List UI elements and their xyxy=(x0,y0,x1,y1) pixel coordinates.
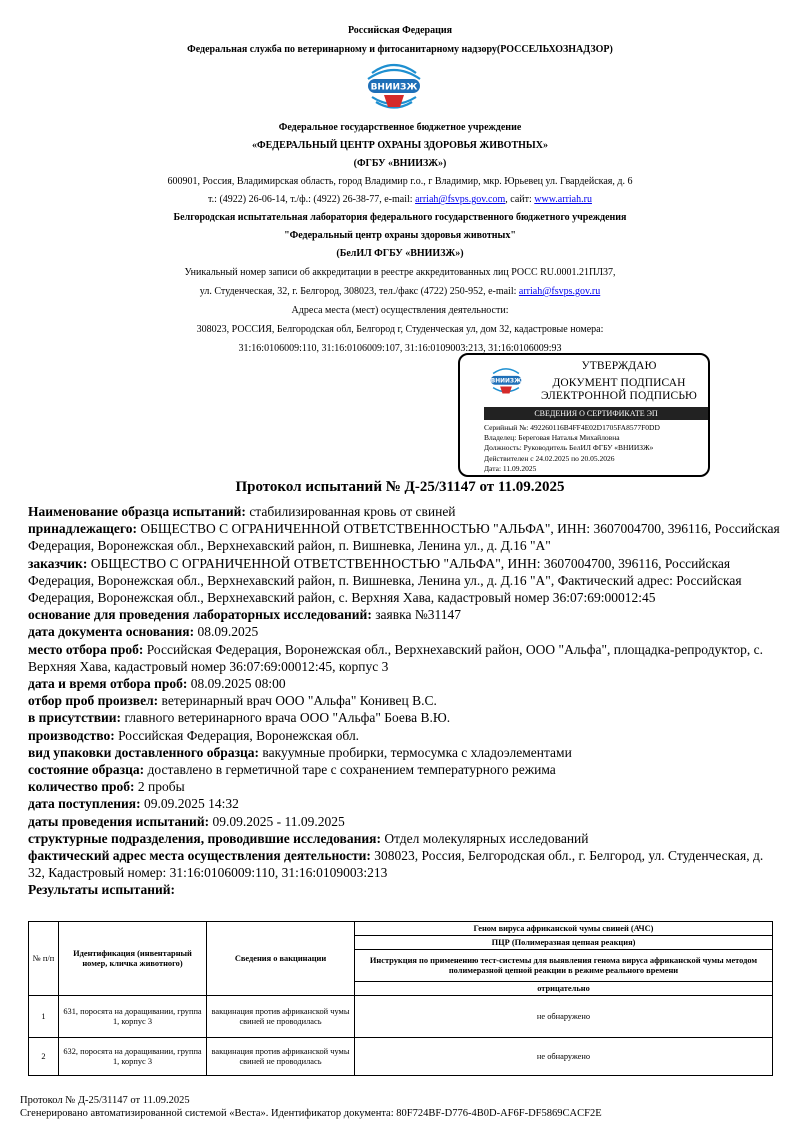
header-lab-name: Белгородская испытательная лаборатория федерального государственного бюджетного учреждения xyxy=(173,212,627,223)
field-label: количество проб: xyxy=(28,779,135,795)
footer-protocol: Протокол № Д-25/31147 от 11.09.2025 xyxy=(20,1095,190,1106)
field-label: в присутствии: xyxy=(28,710,122,726)
cell-number: 1 xyxy=(29,996,59,1038)
header-cadastral-numbers: 31:16:0106009:110, 31:16:0106009:107, 31:16:0109003:213, 31:16:0106009:93 xyxy=(238,343,562,354)
header-address: 600901, Россия, Владимирская область, город Владимир г.о., г Владимир, мкр. Юрьевец ул. Гвардейская, д. 6 xyxy=(167,176,633,187)
field-production xyxy=(28,727,780,744)
cell-ident: 632, поросята на доращивании, группа 1, корпус 3 xyxy=(59,1038,207,1076)
field-value: 08.09.2025 08:00 xyxy=(187,676,286,692)
field-actual-address xyxy=(28,847,780,881)
cell-result: не обнаружено xyxy=(355,996,773,1038)
field-sampling-place xyxy=(28,641,780,675)
field-label: производство: xyxy=(28,727,115,743)
field-test-dates xyxy=(28,813,780,830)
vniizh-logo xyxy=(362,55,426,113)
stamp-date: Дата: 11.09.2025 xyxy=(484,464,537,473)
header-activity-label: Адреса места (мест) осуществления деятельности: xyxy=(291,305,509,316)
field-basis xyxy=(28,606,780,623)
field-label: дата поступления: xyxy=(28,796,141,812)
cell-ident: 631, поросята на доращивании, группа 1, корпус 3 xyxy=(59,996,207,1038)
stamp-electronic: ЭЛЕКТРОННОЙ ПОДПИСЬЮ xyxy=(541,390,697,402)
results-table xyxy=(28,921,773,1076)
cell-result: не обнаружено xyxy=(355,1038,773,1076)
header-cell-instruction: Инструкция по применению тест-системы для выявления генома вируса африканской чумы методом полимеразной цепной реакции в режиме реального времени xyxy=(355,950,773,982)
field-label: состояние образца: xyxy=(28,762,145,778)
stamp-serial: Серийный №: 492260116B4FF4E02D1705FA8577F0DD xyxy=(484,423,660,432)
field-label: дата и время отбора проб: xyxy=(28,676,188,692)
field-label: принадлежащего: xyxy=(28,521,137,537)
header-phones: т.: (4922) 26-06-14, т./ф.: (4922) 26-38-77, e-mail: xyxy=(208,194,416,205)
header-cell-genome: Геном вируса африканской чумы свиней (АЧС) xyxy=(355,922,773,936)
field-label: даты проведения испытаний: xyxy=(28,813,210,829)
header-email-link[interactable]: arriah@fsvps.gov.com xyxy=(415,194,506,205)
field-label: вид упаковки доставленного образца: xyxy=(28,744,260,760)
field-label: место отбора проб: xyxy=(28,641,144,657)
field-label: заказчик: xyxy=(28,555,88,571)
header-lab-short: (БелИЛ ФГБУ «ВНИИЗЖ») xyxy=(336,248,464,259)
field-packaging xyxy=(28,744,780,761)
header-institution-type: Федеральное государственное бюджетное учреждение xyxy=(278,122,522,133)
header-site-link[interactable]: www.arriah.ru xyxy=(534,194,592,205)
field-label: фактический адрес места осуществления деятельности: xyxy=(28,848,371,864)
stamp-signed: ДОКУМЕНТ ПОДПИСАН xyxy=(552,377,686,389)
field-value: заявка №31147 xyxy=(371,607,461,623)
field-value: ОБЩЕСТВО С ОГРАНИЧЕННОЙ ОТВЕТСТВЕННОСТЬЮ "АЛЬФА", ИНН: 3607004700, 396116, Российская Федерация, Воронежская обл., Верхнехавский район, п. Вишневка, Ленина ул., д. Д.16 "А", Фактический адрес: Российская Федерация, Воронежская обл., Верхнехавский район, с. Верхняя Хава, кадастровый номер 36:07:69:00012:45 xyxy=(28,555,742,606)
field-label: дата документа основания: xyxy=(28,624,195,640)
field-label: структурные подразделения, проводившие исследования: xyxy=(28,830,381,846)
stamp-owner: Владелец: Береговая Наталья Михайловна xyxy=(484,433,620,442)
header-contacts xyxy=(0,193,800,206)
field-owner xyxy=(28,520,780,554)
stamp-position: Должность: Руководитель БелИЛ ФГБУ «ВНИИЗЖ» xyxy=(484,443,654,452)
field-label: основание для проведения лабораторных исследований: xyxy=(28,607,372,623)
protocol-fields xyxy=(28,503,780,899)
field-value: 08.09.2025 xyxy=(194,624,259,640)
header-cell-ident: Идентификация (инвентарный номер, кличка животного) xyxy=(59,922,207,996)
stamp-valid: Действителен с 24.02.2025 по 20.05.2026 xyxy=(484,454,615,463)
cell-vaccination: вакцинация против африканской чумы свиней не проводилась xyxy=(207,1038,355,1076)
stamp-cert-bar: СВЕДЕНИЯ О СЕРТИФИКАТЕ ЭП xyxy=(484,407,708,420)
results-heading xyxy=(28,881,780,898)
cell-vaccination: вакцинация против африканской чумы свиней не проводилась xyxy=(207,996,355,1038)
field-label: Наименование образца испытаний: xyxy=(28,504,246,519)
field-value: доставлено в герметичной таре с сохранением температурного режима xyxy=(144,762,556,778)
cell-number: 2 xyxy=(29,1038,59,1076)
table-row xyxy=(29,1038,773,1076)
field-sampler xyxy=(28,692,780,709)
header-cell-negative: отрицательно xyxy=(355,982,773,996)
header-lab-center: "Федеральный центр охраны здоровья животных" xyxy=(284,230,516,241)
field-department xyxy=(28,830,780,847)
field-sample-name xyxy=(28,503,780,520)
field-value: Отдел молекулярных исследований xyxy=(380,830,589,846)
field-value: вакуумные пробирки, термосумка с хладоэлементами xyxy=(259,744,572,760)
header-lab-contacts xyxy=(0,285,800,298)
header-cell-number: № п/п xyxy=(29,922,59,996)
field-receipt-date xyxy=(28,795,780,812)
header-institution-name: «ФЕДЕРАЛЬНЫЙ ЦЕНТР ОХРАНЫ ЗДОРОВЬЯ ЖИВОТНЫХ» xyxy=(252,140,548,151)
header-lab-address: ул. Студенческая, 32, г. Белгород, 308023, тел./факс (4722) 250-952, e-mail: xyxy=(199,286,519,297)
header-activity-address: 308023, РОССИЯ, Белгородская обл, Белгород г, Студенческая ул, дом 32, кадастровые номера: xyxy=(196,324,604,335)
table-header-row xyxy=(29,922,773,936)
field-customer xyxy=(28,555,780,607)
stamp-logo xyxy=(486,363,526,397)
field-value: 09.09.2025 - 11.09.2025 xyxy=(209,813,345,829)
field-value: 308023, Россия, Белгородская обл., г. Белгород, ул. Студенческая, д. 32, Кадастровый номер: 31:16:0106009:110, 31:16:0109003:213 xyxy=(28,848,764,881)
header-accreditation: Уникальный номер записи об аккредитации в реестре аккредитованных лиц РОСС RU.0001.21ПЛ37, xyxy=(184,267,616,278)
protocol-title: Протокол испытаний № Д-25/31147 от 11.09.2025 xyxy=(235,479,565,495)
field-basis-date xyxy=(28,623,780,640)
signature-stamp xyxy=(458,353,710,477)
header-institution-short: (ФГБУ «ВНИИЗЖ») xyxy=(353,158,447,169)
field-sample-condition xyxy=(28,761,780,778)
table-row xyxy=(29,996,773,1038)
field-value: стабилизированная кровь от свиней xyxy=(245,504,456,519)
field-value: Российская Федерация, Воронежская обл. xyxy=(114,727,360,743)
svg-text:ВНИИЗЖ: ВНИИЗЖ xyxy=(490,378,522,385)
field-value: 2 пробы xyxy=(134,779,185,795)
field-sample-count xyxy=(28,778,780,795)
svg-text:ВНИИЗЖ: ВНИИЗЖ xyxy=(370,82,418,93)
field-value: ветеринарный врач ООО "Альфа" Конивец В.С. xyxy=(158,693,437,709)
field-value: главного ветеринарного врача ООО "Альфа" Боева В.Ю. xyxy=(121,710,451,726)
field-witness xyxy=(28,709,780,726)
field-label: отбор проб произвел: xyxy=(28,693,159,709)
field-value: 09.09.2025 14:32 xyxy=(140,796,239,812)
field-sampling-datetime xyxy=(28,675,780,692)
stamp-approve: УТВЕРЖДАЮ xyxy=(581,360,657,372)
field-value: Российская Федерация, Воронежская обл., Верхнехавский район, ООО "Альфа", площадка-репродуктор, с. Верхняя Хава, кадастровый номер 36:07:69:00012:45, корпус 3 xyxy=(28,641,763,674)
header-lab-email-link[interactable]: arriah@fsvps.gov.ru xyxy=(518,286,601,297)
header-cell-pcr: ПЦР (Полимеразная цепная реакция) xyxy=(355,936,773,950)
header-country: Российская Федерация xyxy=(347,25,453,36)
field-label: Результаты испытаний: xyxy=(28,882,176,898)
header-agency: Федеральная служба по ветеринарному и фитосанитарному надзору(РОССЕЛЬХОЗНАДЗОР) xyxy=(187,44,613,55)
header-cell-vaccination: Сведения о вакцинации xyxy=(207,922,355,996)
field-value: ОБЩЕСТВО С ОГРАНИЧЕННОЙ ОТВЕТСТВЕННОСТЬЮ "АЛЬФА", ИНН: 3607004700, 396116, Российская Федерация, Воронежская обл., Верхнехавский район, п. Вишневка, Ленина ул., д. Д.16 "А" xyxy=(28,521,780,554)
header-site-label: , сайт: xyxy=(505,194,535,205)
footer-generated: Сгенерировано автоматизированной системой «Веста». Идентификатор документа: 80F724BF-D776-4B0D-AF6F-DF5869CACF2E xyxy=(20,1108,602,1119)
